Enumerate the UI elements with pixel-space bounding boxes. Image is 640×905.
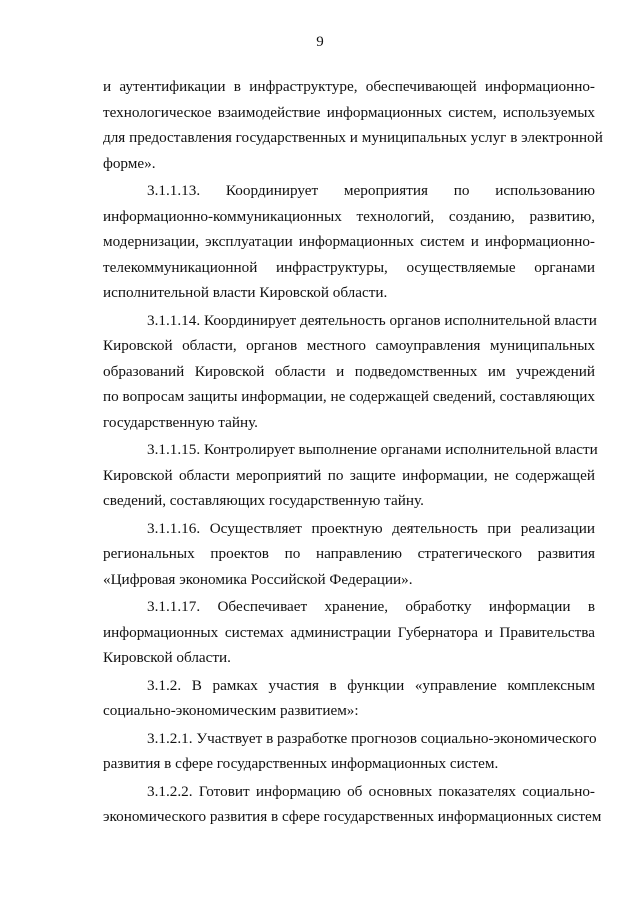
text-line: «Цифровая экономика Российской Федерации». xyxy=(103,570,413,588)
text-line: 3.1.2. В рамках участия в функции «управление комплексным xyxy=(147,676,595,694)
text-line: технологическое взаимодействие информационных систем, используемых xyxy=(103,103,595,121)
text-line: 3.1.1.17. Обеспечивает хранение, обработку информации в xyxy=(147,598,595,615)
text-line: социально-экономическим развитием»: xyxy=(103,702,359,719)
paragraph-3-1-1-14 xyxy=(103,308,595,436)
paragraph-3-1-2 xyxy=(103,673,595,724)
text-line: 3.1.1.13. Координирует мероприятия по использованию xyxy=(147,182,595,199)
text-line: образований Кировской области и подведомственных им учреждений xyxy=(103,362,595,380)
text-line: Кировской области. xyxy=(103,649,231,666)
text-line: развития в сфере государственных информационных систем. xyxy=(103,755,499,772)
text-line: Кировской области, органов местного самоуправления муниципальных xyxy=(103,337,595,354)
paragraph-3-1-2-1 xyxy=(103,726,595,777)
text-line: исполнительной власти Кировской области. xyxy=(103,284,388,301)
text-line: модернизации, эксплуатации информационных систем и информационно- xyxy=(103,233,595,250)
document-body xyxy=(103,74,603,830)
text-line: 3.1.1.16. Осуществляет проектную деятельность при реализации xyxy=(147,519,595,537)
paragraph-3-1-1-16 xyxy=(103,516,595,593)
text-line: форме». xyxy=(103,154,156,172)
text-line: экономического развития в сфере государственных информационных систем xyxy=(103,808,602,825)
text-line: государственную тайну. xyxy=(103,413,258,431)
text-line: сведений, составляющих государственную тайну. xyxy=(103,492,424,509)
text-line: 3.1.2.2. Готовит информацию об основных показателях социально- xyxy=(147,782,595,800)
text-line: Кировской области мероприятий по защите информации, не содержащей xyxy=(103,466,595,484)
text-line: и аутентификации в инфраструктуре, обеспечивающей информационно- xyxy=(103,78,595,95)
text-line: информационно-коммуникационных технологий, созданию, развитию, xyxy=(103,207,595,225)
text-line: 3.1.1.15. Контролирует выполнение органами исполнительной власти xyxy=(147,441,598,458)
paragraph-continuation xyxy=(103,74,603,176)
paragraph-3-1-2-2 xyxy=(103,779,602,830)
text-line: региональных проектов по направлению стратегического развития xyxy=(103,545,595,562)
page-number: 9 xyxy=(316,34,324,50)
paragraph-3-1-1-15 xyxy=(103,437,598,514)
text-line: для предоставления государственных и муниципальных услуг в электронной xyxy=(103,129,603,146)
paragraph-3-1-1-13 xyxy=(103,178,595,306)
paragraph-3-1-1-17 xyxy=(103,594,595,671)
text-line: по вопросам защиты информации, не содержащей сведений, составляющих xyxy=(103,388,595,405)
text-line: 3.1.1.14. Координирует деятельность органов исполнительной власти xyxy=(147,311,597,329)
text-line: информационных системах администрации Губернатора и Правительства xyxy=(103,623,595,641)
text-line: телекоммуникационной инфраструктуры, осуществляемые органами xyxy=(103,258,595,276)
text-line: 3.1.2.1. Участвует в разработке прогнозов социально-экономического xyxy=(147,729,597,747)
